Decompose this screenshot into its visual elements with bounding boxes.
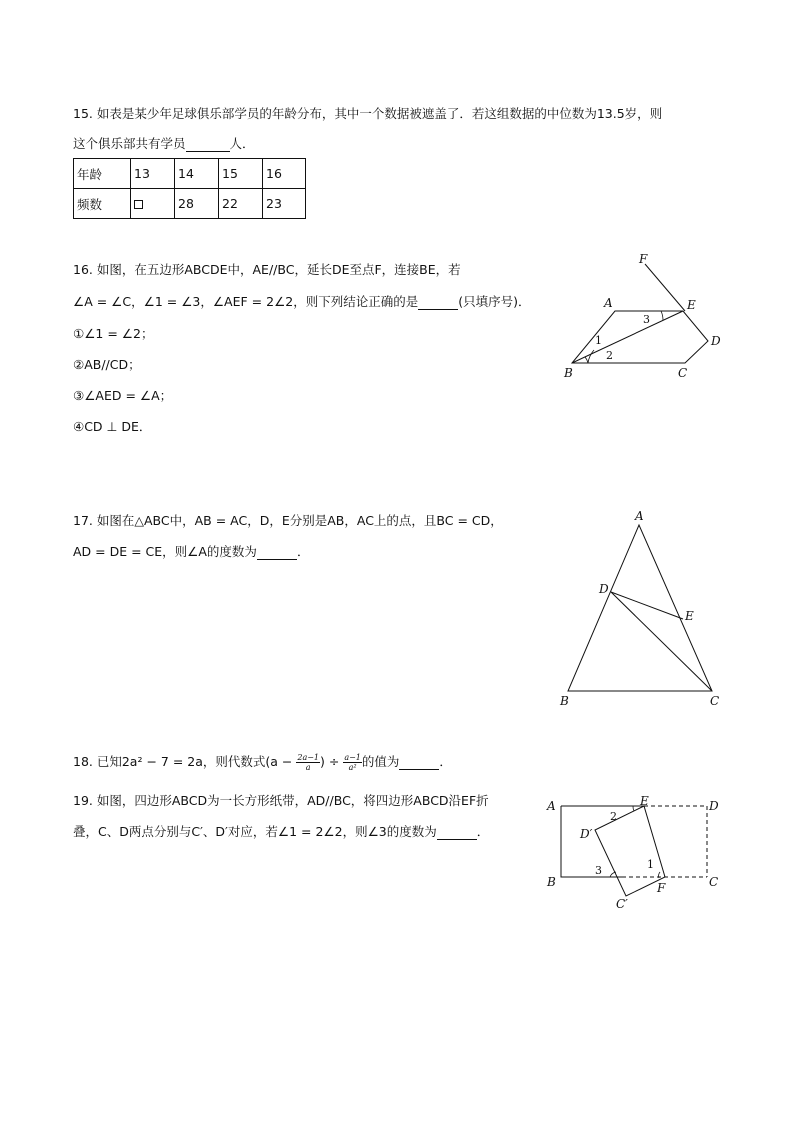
label-a: A	[635, 509, 644, 523]
label-e: E	[685, 609, 694, 623]
fraction-denominator: a²	[348, 763, 357, 772]
label-e: E	[640, 794, 649, 808]
q18-answer-blank	[399, 754, 439, 770]
q19-line2-text: 叠，C、D两点分别与C′、D′对应，若∠1 = 2∠2，则∠3的度数为	[73, 824, 437, 839]
q17-line2	[73, 542, 309, 560]
q18-line	[73, 752, 452, 772]
angle-1-label: 1	[595, 334, 602, 347]
label-a: A	[604, 296, 613, 310]
q15-line2-start: 这个俱乐部共有学员	[73, 136, 186, 151]
table-cell-covered	[131, 189, 175, 219]
fraction-numerator: a−1	[344, 753, 361, 762]
label-c-prime: C′	[616, 897, 628, 911]
q15-answer-blank	[186, 136, 230, 152]
table-row	[74, 189, 306, 219]
q17-line2-end: ．	[296, 544, 310, 559]
label-d: D	[711, 334, 721, 348]
label-c: C	[678, 366, 688, 380]
fraction-numerator: 2a−1	[297, 753, 320, 762]
folded-rectangle-figure	[540, 790, 730, 915]
label-e: E	[687, 298, 696, 312]
label-b: B	[560, 694, 569, 708]
angle-3-label: 3	[595, 864, 602, 877]
q15-line2-end: 人．	[229, 136, 255, 151]
label-b: B	[547, 875, 556, 889]
pentagon-figure	[550, 250, 750, 390]
label-d: D	[709, 799, 719, 813]
q16-answer-blank	[418, 294, 458, 310]
q18-suffix: 的值为	[361, 754, 400, 769]
table-row	[74, 159, 306, 189]
q15-line2	[73, 134, 255, 152]
q16-line2	[73, 292, 531, 310]
q16-option-1: ①∠1 = ∠2；	[73, 326, 154, 341]
q18-end: ．	[439, 754, 452, 769]
table-row-label: 频数	[74, 189, 131, 219]
q15-line1: 15. 如表是某少年足球俱乐部学员的年龄分布，其中一个数据被遮盖了．若这组数据的中位数为13.5岁，则	[73, 106, 663, 121]
covered-square-icon	[134, 200, 143, 209]
label-c: C	[710, 694, 720, 708]
table-header-cell: 16	[263, 159, 306, 189]
q16-option-3: ③∠AED = ∠A；	[73, 388, 173, 403]
angle-1-label: 1	[647, 858, 654, 871]
angle-2-label: 2	[610, 810, 617, 823]
q16-line2-text: ∠A = ∠C，∠1 = ∠3，∠AEF = 2∠2，则下列结论正确的是	[73, 294, 419, 309]
label-f: F	[657, 881, 666, 895]
q16-line2-end: (只填序号)．	[458, 294, 531, 309]
fraction-denominator: a	[305, 763, 311, 772]
q17-answer-blank	[257, 544, 297, 560]
label-f: F	[639, 252, 648, 266]
table-header-cell: 14	[175, 159, 219, 189]
label-c: C	[709, 875, 719, 889]
q19-line1: 19. 如图，四边形ABCD为一长方形纸带，AD//BC，将四边形ABCD沿EF折	[73, 793, 489, 808]
q19-line2	[73, 822, 489, 840]
q18-mid: ) ÷	[320, 754, 340, 769]
label-b: B	[564, 366, 573, 380]
label-a: A	[547, 799, 556, 813]
q18-fraction-2	[343, 753, 362, 772]
q19-answer-blank	[437, 824, 477, 840]
q18-prefix: 18. 已知2a² − 7 = 2a，则代数式(a −	[73, 754, 293, 769]
table-cell: 28	[175, 189, 219, 219]
q16-option-4: ④CD ⊥ DE．	[73, 419, 152, 434]
table-header-cell: 13	[131, 159, 175, 189]
q18-fraction-1	[296, 753, 320, 772]
q17-line1: 17. 如图在△ABC中，AB = AC，D，E分别是AB，AC上的点，且BC = CD，	[73, 513, 503, 528]
q19-line2-end: ．	[476, 824, 490, 839]
angle-2-label: 2	[606, 349, 613, 362]
table-header-cell: 年龄	[74, 159, 131, 189]
q16-option-2: ②AB//CD；	[73, 357, 141, 372]
age-frequency-table	[73, 158, 306, 219]
table-header-cell: 15	[219, 159, 263, 189]
table-cell: 23	[263, 189, 306, 219]
isosceles-triangle-figure	[550, 505, 740, 715]
label-d: D	[599, 582, 609, 596]
angle-3-label: 3	[643, 313, 650, 326]
label-d-prime: D′	[580, 827, 593, 841]
q16-line1: 16. 如图，在五边形ABCDE中，AE//BC，延长DE至点F，连接BE，若	[73, 262, 461, 277]
table-cell: 22	[219, 189, 263, 219]
q17-line2-text: AD = DE = CE，则∠A的度数为	[73, 544, 257, 559]
